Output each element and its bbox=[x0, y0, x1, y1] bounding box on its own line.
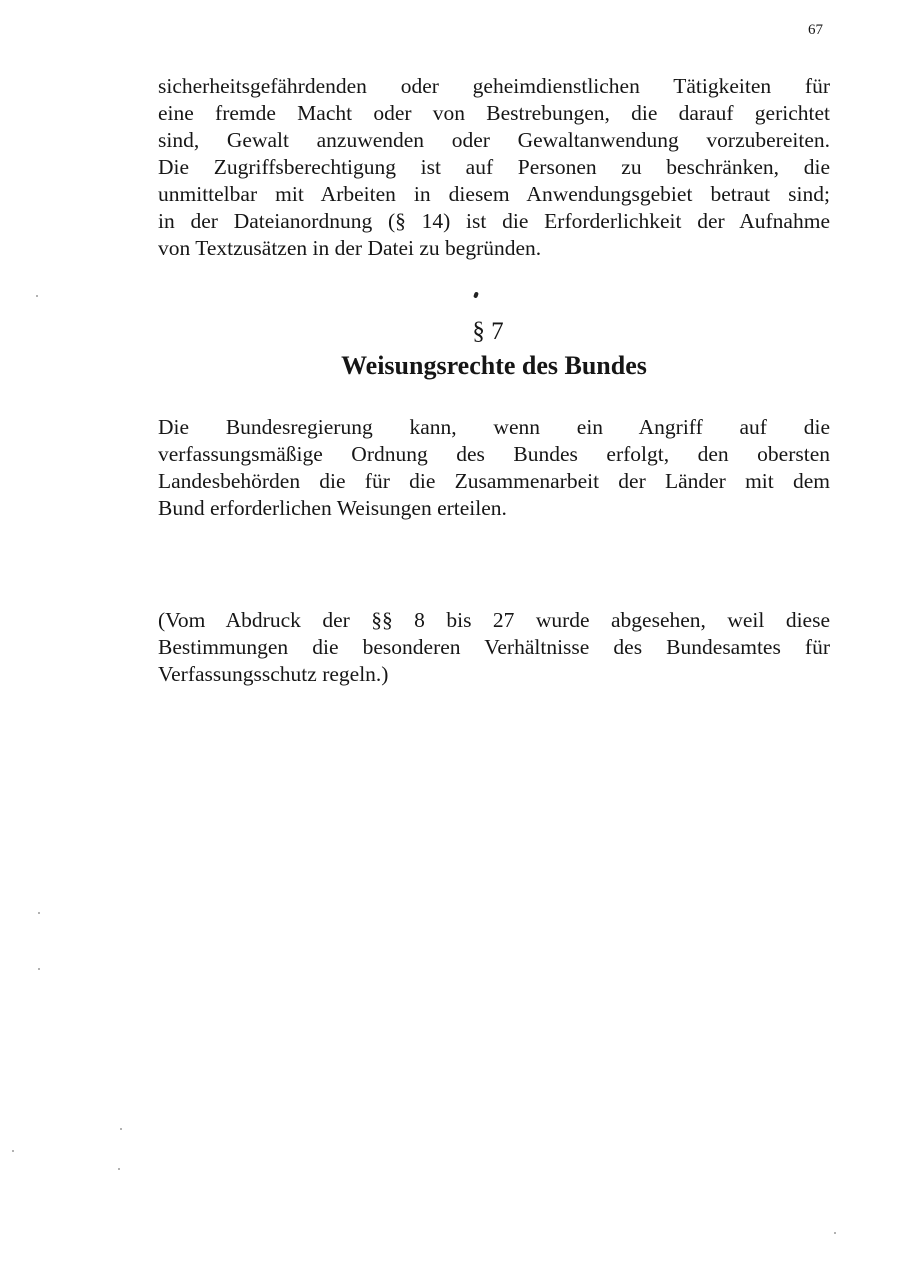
text-line: verfassungsmäßige Ordnung des Bundes erfolgt, den obersten bbox=[158, 442, 830, 466]
text-line: unmittelbar mit Arbeiten in diesem Anwendungsgebiet betraut sind; bbox=[158, 182, 830, 206]
text-line: Verfassungsschutz regeln.) bbox=[158, 662, 389, 686]
stray-ink-mark bbox=[473, 291, 479, 298]
scan-speck bbox=[118, 1168, 120, 1170]
text-line: eine fremde Macht oder von Bestrebungen, die darauf gerichtet bbox=[158, 101, 830, 125]
scan-speck bbox=[120, 1128, 122, 1130]
section-title: Weisungsrechte des Bundes bbox=[341, 351, 647, 380]
scan-speck bbox=[38, 968, 40, 970]
text-line: in der Dateianordnung (§ 14) ist die Erforderlichkeit der Aufnahme bbox=[158, 209, 830, 233]
text-line: von Textzusätzen in der Datei zu begründen. bbox=[158, 236, 542, 260]
scan-speck bbox=[12, 1150, 14, 1152]
scan-speck bbox=[36, 295, 38, 297]
scan-speck bbox=[38, 912, 40, 914]
text-line: Die Zugriffsberechtigung ist auf Personen zu beschränken, die bbox=[158, 155, 830, 179]
text-line: sicherheitsgefährdenden oder geheimdienstlichen Tätigkeiten für bbox=[158, 74, 830, 98]
text-line: sind, Gewalt anzuwenden oder Gewaltanwendung vorzubereiten. bbox=[158, 128, 830, 152]
section-number: § 7 bbox=[472, 318, 504, 345]
paragraph-1 bbox=[158, 73, 830, 262]
page-number: 67 bbox=[808, 22, 823, 38]
paragraph-2 bbox=[158, 414, 830, 522]
text-line: Die Bundesregierung kann, wenn ein Angriff auf die bbox=[158, 415, 830, 439]
omission-note bbox=[158, 607, 830, 688]
scan-speck bbox=[834, 1232, 836, 1234]
text-line: Bund erforderlichen Weisungen erteilen. bbox=[158, 496, 507, 520]
text-line: Landesbehörden die für die Zusammenarbeit der Länder mit dem bbox=[158, 469, 830, 493]
text-line: Bestimmungen die besonderen Verhältnisse des Bundesamtes für bbox=[158, 635, 830, 659]
text-line: (Vom Abdruck der §§ 8 bis 27 wurde abgesehen, weil diese bbox=[158, 608, 830, 632]
